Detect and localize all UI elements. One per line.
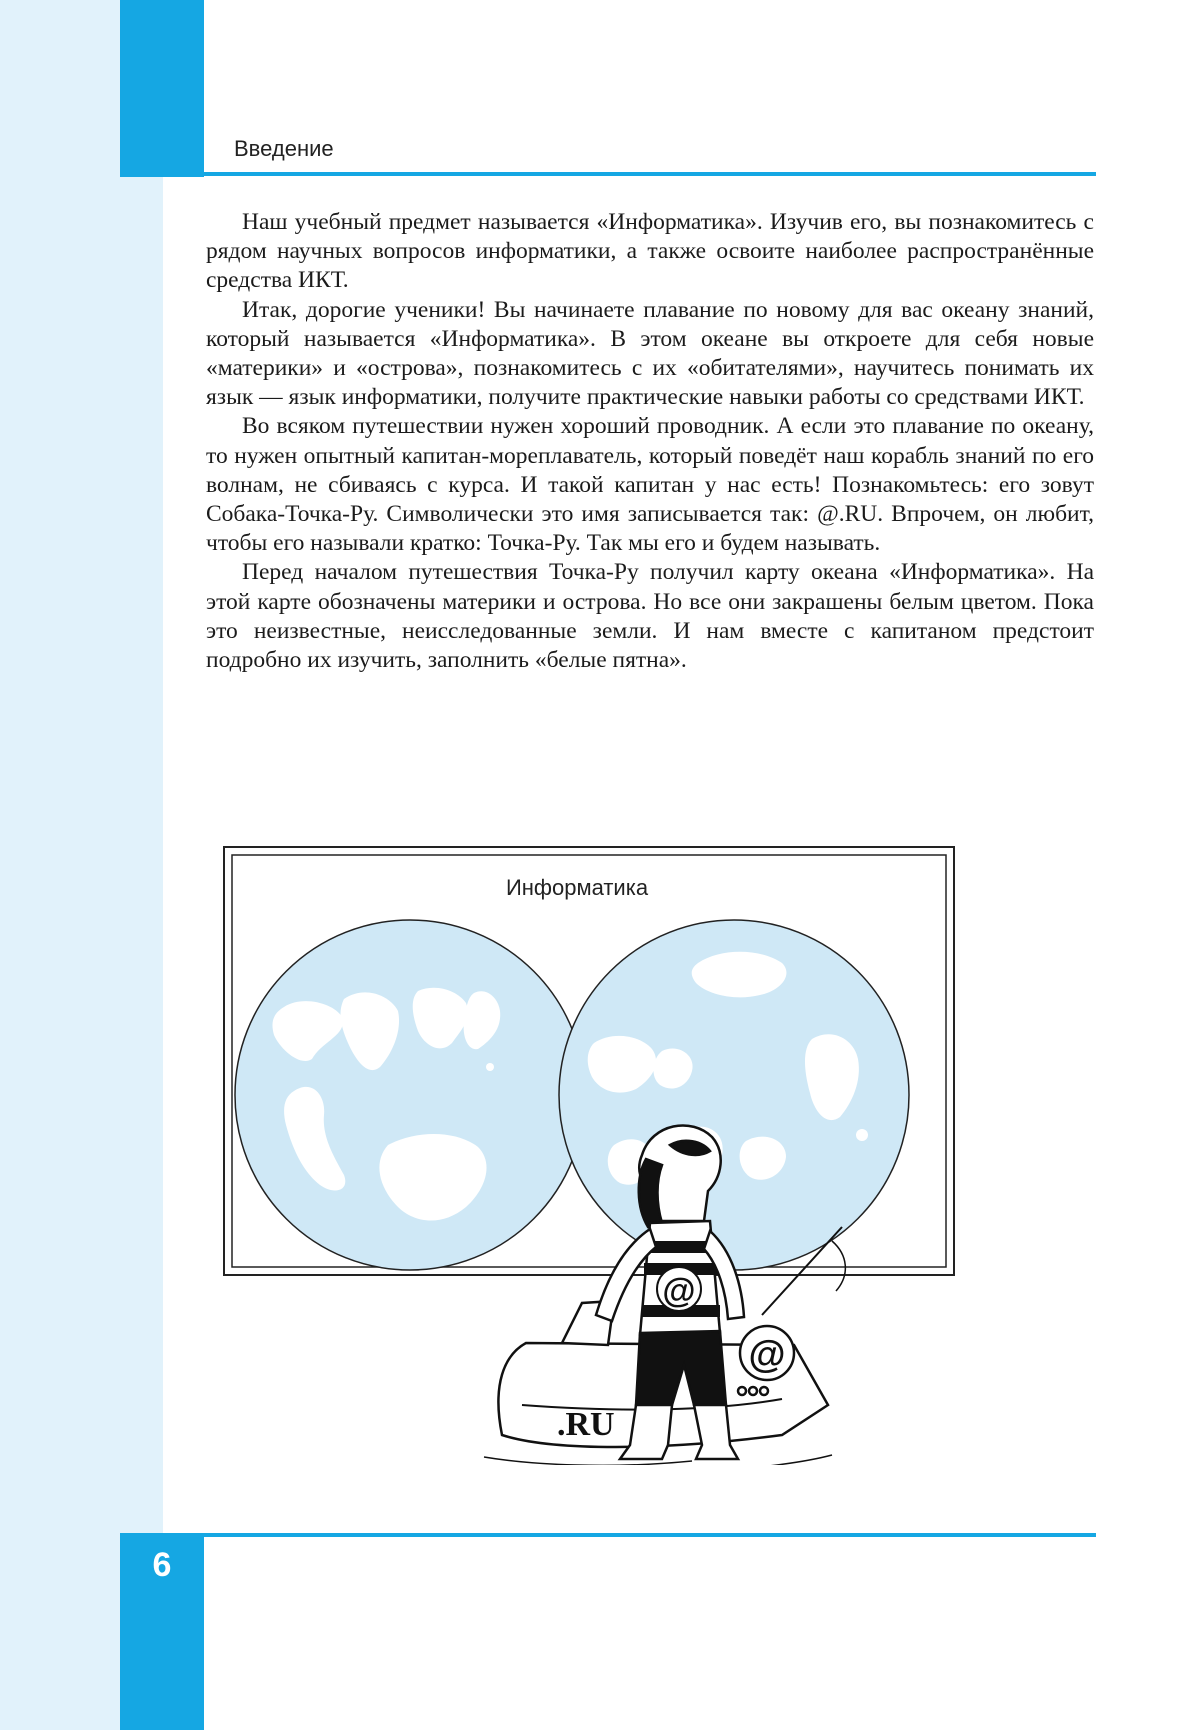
- left-hemisphere: [235, 920, 585, 1270]
- header-color-tab: [120, 0, 204, 177]
- shirt-label: @: [662, 1272, 696, 1310]
- section-title: Введение: [234, 136, 334, 161]
- paragraph: Итак, дорогие ученики! Вы начинаете плавание по новому для вас океану знаний, который называется «Информатика». В этом океане вы откроете для себя новые «материки» и «острова», познакомитесь с их «обитателями», научитесь понимать их язык — язык информатики, получите практические навыки работы со средствами ИКТ.: [206, 296, 1094, 411]
- boat-badge: @: [748, 1334, 786, 1376]
- boat-label: .RU: [557, 1406, 615, 1443]
- footer-rule: [204, 1533, 1096, 1537]
- body-text: [206, 208, 1094, 675]
- right-hemisphere: [559, 920, 909, 1270]
- page-margin-strip: [0, 0, 163, 1730]
- page-number: 6: [152, 1546, 172, 1584]
- paragraph: Наш учебный предмет называется «Информатика». Изучив его, вы познакомитесь с рядом научных вопросов информатики, а также освоите наиболее распространённые средства ИКТ.: [206, 209, 1094, 294]
- map-title: Информатика: [505, 875, 649, 900]
- paragraph: Во всяком путешествии нужен хороший проводник. А если это плавание по океану, то нужен опытный капитан-мореплаватель, который поведёт наш корабль знаний по его волнам, не сбиваясь с курса. И такой капитан у нас есть! Познакомьтесь: его зовут Собака-Точка-Ру. Символически это имя записывается так: @.RU. Впрочем, он любит, чтобы его называли кратко: Точка-Ру. Так мы его и будем называть.: [206, 413, 1094, 557]
- map-illustration: [222, 845, 962, 1465]
- header-rule: [204, 172, 1096, 176]
- paragraph: Перед началом путешествия Точка-Ру получил карту океана «Информатика». На этой карте обозначены материки и острова. Но все они закрашены белым цветом. Пока это неизвестные, неисследованные земли. И нам вместе с капитаном предстоит подробно их изучить, заполнить «белые пятна».: [206, 559, 1094, 674]
